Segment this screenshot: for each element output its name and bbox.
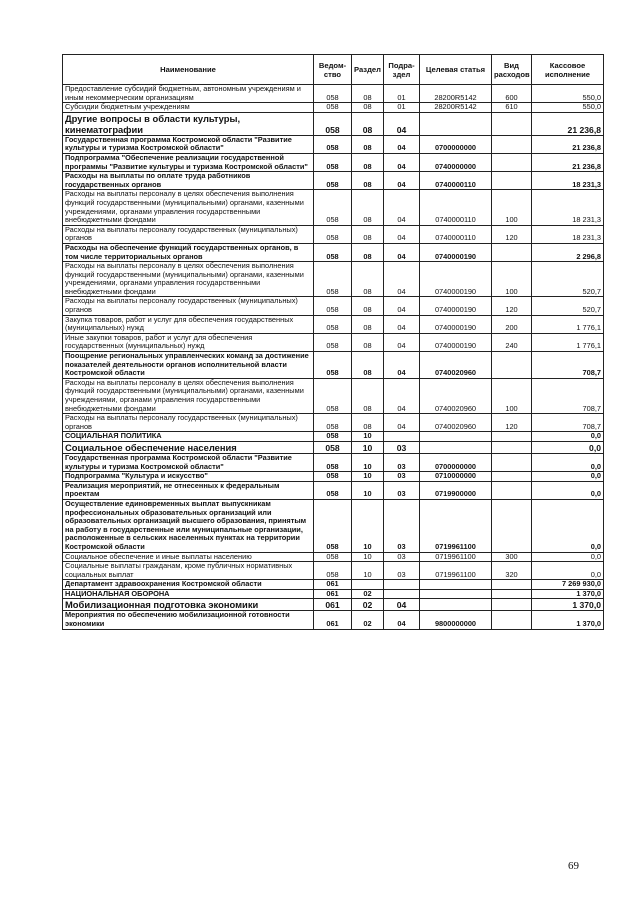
cell-razdel: 10 xyxy=(352,441,384,453)
cell-razdel: 08 xyxy=(352,243,384,261)
cell-amount: 1 370,0 xyxy=(532,589,604,599)
cell-razdel: 08 xyxy=(352,103,384,113)
cell-vid xyxy=(492,453,532,471)
cell-name: Расходы на выплаты персоналу государственных (муниципальных) органов xyxy=(63,297,314,315)
cell-name: Закупка товаров, работ и услуг для обеспечения государственных (муниципальных) нужд xyxy=(63,315,314,333)
cell-podrazdel xyxy=(384,589,420,599)
cell-name: Государственная программа Костромской области "Развитие культуры и туризма Костромской области" xyxy=(63,135,314,153)
cell-razdel: 10 xyxy=(352,432,384,442)
cell-vid: 120 xyxy=(492,225,532,243)
cell-name: Департамент здравоохранения Костромской области xyxy=(63,580,314,590)
cell-statya: 0719900000 xyxy=(420,481,492,499)
cell-statya: 0740000110 xyxy=(420,190,492,225)
cell-vid xyxy=(492,472,532,482)
cell-podrazdel: 03 xyxy=(384,499,420,552)
cell-vedomstvo: 058 xyxy=(314,378,352,413)
cell-amount: 708,7 xyxy=(532,414,604,432)
cell-podrazdel: 04 xyxy=(384,599,420,611)
cell-vid xyxy=(492,589,532,599)
cell-podrazdel: 04 xyxy=(384,297,420,315)
table-row xyxy=(63,297,604,315)
cell-statya: 0740000190 xyxy=(420,262,492,297)
cell-name: Осуществление единовременных выплат выпускникам профессиональных образовательных организаций или образовательных организаций высшего образования, принятым на работу в государственные или муниципальные организации, расположенные в сельских населенных пунктах на территории Костромской области xyxy=(63,499,314,552)
table-header-row xyxy=(63,55,604,85)
cell-statya: 0740000190 xyxy=(420,297,492,315)
cell-statya xyxy=(420,112,492,135)
cell-statya xyxy=(420,432,492,442)
table-row xyxy=(63,190,604,225)
cell-vedomstvo: 058 xyxy=(314,333,352,351)
cell-razdel: 10 xyxy=(352,472,384,482)
budget-table xyxy=(62,54,604,630)
cell-podrazdel: 04 xyxy=(384,333,420,351)
cell-vedomstvo: 058 xyxy=(314,153,352,171)
cell-name: Поощрение региональных управленческих команд за достижение показателей деятельности органов исполнительной власти Костромской области xyxy=(63,352,314,379)
cell-podrazdel: 03 xyxy=(384,453,420,471)
cell-vid xyxy=(492,135,532,153)
table-row xyxy=(63,378,604,413)
cell-razdel: 08 xyxy=(352,315,384,333)
cell-statya xyxy=(420,589,492,599)
cell-vid xyxy=(492,172,532,190)
cell-name: Мобилизационная подготовка экономики xyxy=(63,599,314,611)
table-row xyxy=(63,225,604,243)
cell-statya xyxy=(420,599,492,611)
cell-podrazdel: 04 xyxy=(384,315,420,333)
cell-vedomstvo: 058 xyxy=(314,453,352,471)
cell-amount: 21 236,8 xyxy=(532,112,604,135)
cell-amount: 18 231,3 xyxy=(532,172,604,190)
cell-amount: 708,7 xyxy=(532,378,604,413)
cell-razdel xyxy=(352,580,384,590)
cell-amount: 0,0 xyxy=(532,499,604,552)
cell-amount: 520,7 xyxy=(532,297,604,315)
table-row xyxy=(63,589,604,599)
cell-vedomstvo: 061 xyxy=(314,589,352,599)
cell-razdel: 08 xyxy=(352,135,384,153)
cell-vedomstvo: 058 xyxy=(314,103,352,113)
cell-vid: 100 xyxy=(492,262,532,297)
cell-vedomstvo: 058 xyxy=(314,432,352,442)
cell-podrazdel: 04 xyxy=(384,225,420,243)
cell-amount: 0,0 xyxy=(532,481,604,499)
cell-vid: 120 xyxy=(492,297,532,315)
cell-razdel: 10 xyxy=(352,453,384,471)
table-row xyxy=(63,103,604,113)
cell-razdel: 08 xyxy=(352,333,384,351)
cell-razdel: 08 xyxy=(352,297,384,315)
cell-statya: 0700000000 xyxy=(420,453,492,471)
cell-vid xyxy=(492,153,532,171)
cell-name: СОЦИАЛЬНАЯ ПОЛИТИКА xyxy=(63,432,314,442)
cell-vedomstvo: 058 xyxy=(314,190,352,225)
cell-statya: 0740000110 xyxy=(420,172,492,190)
cell-name: Иные закупки товаров, работ и услуг для обеспечения государственных (муниципальных) нужд xyxy=(63,333,314,351)
cell-name: Социальные выплаты гражданам, кроме публичных нормативных социальных выплат xyxy=(63,562,314,580)
cell-razdel: 02 xyxy=(352,599,384,611)
cell-razdel: 02 xyxy=(352,589,384,599)
cell-name: Государственная программа Костромской области "Развитие культуры и туризма Костромской области" xyxy=(63,453,314,471)
cell-vedomstvo: 058 xyxy=(314,315,352,333)
table-row xyxy=(63,262,604,297)
cell-razdel: 08 xyxy=(352,225,384,243)
cell-vid xyxy=(492,432,532,442)
cell-name: Предоставление субсидий бюджетным, автономным учреждениям и иным некоммерческим организациям xyxy=(63,85,314,103)
cell-name: Расходы на выплаты персоналу в целях обеспечения выполнения функций государственными (муниципальными) органами, казенными учреждениями, органами управления государственными внебюджетными фондами xyxy=(63,262,314,297)
cell-podrazdel: 03 xyxy=(384,441,420,453)
table-row xyxy=(63,441,604,453)
cell-podrazdel xyxy=(384,432,420,442)
cell-amount: 520,7 xyxy=(532,262,604,297)
cell-podrazdel: 04 xyxy=(384,112,420,135)
cell-vedomstvo: 061 xyxy=(314,580,352,590)
cell-podrazdel: 03 xyxy=(384,552,420,562)
cell-podrazdel: 04 xyxy=(384,153,420,171)
cell-vid xyxy=(492,499,532,552)
cell-vid: 600 xyxy=(492,85,532,103)
cell-razdel: 08 xyxy=(352,262,384,297)
cell-amount: 550,0 xyxy=(532,103,604,113)
cell-amount: 18 231,3 xyxy=(532,190,604,225)
cell-podrazdel: 03 xyxy=(384,481,420,499)
cell-statya: 0719961100 xyxy=(420,552,492,562)
table-row xyxy=(63,552,604,562)
cell-statya: 0740000190 xyxy=(420,333,492,351)
cell-statya: 0740000000 xyxy=(420,153,492,171)
cell-statya: 0719961100 xyxy=(420,562,492,580)
cell-podrazdel: 04 xyxy=(384,352,420,379)
cell-vedomstvo: 058 xyxy=(314,225,352,243)
table-row xyxy=(63,352,604,379)
header-amount: Кассовое исполнение xyxy=(532,55,604,85)
cell-statya: 28200R5142 xyxy=(420,103,492,113)
cell-razdel: 10 xyxy=(352,562,384,580)
table-row xyxy=(63,611,604,629)
cell-vedomstvo: 058 xyxy=(314,499,352,552)
table-row xyxy=(63,315,604,333)
cell-statya: 28200R5142 xyxy=(420,85,492,103)
cell-podrazdel: 01 xyxy=(384,85,420,103)
cell-podrazdel: 04 xyxy=(384,190,420,225)
cell-podrazdel: 04 xyxy=(384,135,420,153)
cell-amount: 0,0 xyxy=(532,472,604,482)
cell-statya: 0710000000 xyxy=(420,472,492,482)
cell-amount: 0,0 xyxy=(532,453,604,471)
cell-name: Расходы на выплаты персоналу в целях обеспечения выполнения функций государственными (муниципальными) органами, казенными учреждениями, органами управления государственными внебюджетными фондами xyxy=(63,378,314,413)
cell-razdel: 10 xyxy=(352,499,384,552)
cell-statya: 0740000190 xyxy=(420,243,492,261)
table-row xyxy=(63,472,604,482)
header-razdel: Раздел xyxy=(352,55,384,85)
cell-amount: 1 370,0 xyxy=(532,599,604,611)
cell-amount: 708,7 xyxy=(532,352,604,379)
header-name: Наименование xyxy=(63,55,314,85)
table-row xyxy=(63,333,604,351)
cell-vid xyxy=(492,243,532,261)
cell-vedomstvo: 058 xyxy=(314,552,352,562)
cell-amount: 1 370,0 xyxy=(532,611,604,629)
cell-razdel: 08 xyxy=(352,112,384,135)
cell-razdel: 08 xyxy=(352,85,384,103)
cell-podrazdel: 04 xyxy=(384,262,420,297)
cell-statya: 0740000110 xyxy=(420,225,492,243)
cell-podrazdel: 04 xyxy=(384,243,420,261)
header-vedomstvo: Ведом-ство xyxy=(314,55,352,85)
cell-name: Социальное обеспечение населения xyxy=(63,441,314,453)
cell-razdel: 08 xyxy=(352,190,384,225)
cell-vedomstvo: 058 xyxy=(314,441,352,453)
cell-vid: 120 xyxy=(492,414,532,432)
cell-name: Мероприятия по обеспечению мобилизационной готовности экономики xyxy=(63,611,314,629)
cell-amount: 21 236,8 xyxy=(532,153,604,171)
cell-vedomstvo: 058 xyxy=(314,414,352,432)
cell-razdel: 10 xyxy=(352,552,384,562)
cell-name: Другие вопросы в области культуры, кинематографии xyxy=(63,112,314,135)
cell-vedomstvo: 058 xyxy=(314,243,352,261)
cell-vedomstvo: 058 xyxy=(314,85,352,103)
cell-name: Расходы на выплаты по оплате труда работников государственных органов xyxy=(63,172,314,190)
table-row xyxy=(63,153,604,171)
cell-podrazdel xyxy=(384,580,420,590)
cell-amount: 1 776,1 xyxy=(532,333,604,351)
cell-amount: 2 296,8 xyxy=(532,243,604,261)
cell-vedomstvo: 061 xyxy=(314,611,352,629)
cell-vid: 200 xyxy=(492,315,532,333)
cell-statya xyxy=(420,441,492,453)
cell-vedomstvo: 058 xyxy=(314,472,352,482)
cell-amount: 18 231,3 xyxy=(532,225,604,243)
cell-amount: 21 236,8 xyxy=(532,135,604,153)
cell-podrazdel: 01 xyxy=(384,103,420,113)
cell-vid xyxy=(492,481,532,499)
cell-name: Реализация мероприятий, не отнесенных к федеральным проектам xyxy=(63,481,314,499)
cell-statya: 0740000190 xyxy=(420,315,492,333)
cell-name: Расходы на выплаты персоналу государственных (муниципальных) органов xyxy=(63,225,314,243)
cell-statya: 9800000000 xyxy=(420,611,492,629)
cell-razdel: 08 xyxy=(352,414,384,432)
cell-amount: 0,0 xyxy=(532,552,604,562)
cell-vedomstvo: 058 xyxy=(314,297,352,315)
table-row xyxy=(63,481,604,499)
cell-podrazdel: 03 xyxy=(384,472,420,482)
cell-name: Расходы на выплаты персоналу в целях обеспечения выполнения функций государственными (муниципальными) органами, казенными учреждениями, органами управления государственными внебюджетными фондами xyxy=(63,190,314,225)
table-row xyxy=(63,499,604,552)
cell-name: НАЦИОНАЛЬНАЯ ОБОРОНА xyxy=(63,589,314,599)
cell-statya: 0740020960 xyxy=(420,352,492,379)
cell-vid xyxy=(492,352,532,379)
cell-vedomstvo: 058 xyxy=(314,135,352,153)
table-row xyxy=(63,599,604,611)
table-body xyxy=(63,85,604,630)
cell-razdel: 02 xyxy=(352,611,384,629)
table-row xyxy=(63,580,604,590)
cell-vid: 320 xyxy=(492,562,532,580)
cell-vid: 240 xyxy=(492,333,532,351)
cell-statya: 0740020960 xyxy=(420,414,492,432)
cell-razdel: 08 xyxy=(352,153,384,171)
cell-name: Подпрограмма "Обеспечение реализации государственной программы "Развитие культуры и туризма Костромской области" xyxy=(63,153,314,171)
header-podrazdel: Подра-здел xyxy=(384,55,420,85)
cell-name: Расходы на обеспечение функций государственных органов, в том числе территориальных органов xyxy=(63,243,314,261)
cell-name: Субсидии бюджетным учреждениям xyxy=(63,103,314,113)
cell-vid xyxy=(492,611,532,629)
cell-amount: 1 776,1 xyxy=(532,315,604,333)
cell-statya xyxy=(420,580,492,590)
cell-name: Расходы на выплаты персоналу государственных (муниципальных) органов xyxy=(63,414,314,432)
cell-amount: 0,0 xyxy=(532,562,604,580)
header-statya: Целевая статья xyxy=(420,55,492,85)
table-row xyxy=(63,85,604,103)
header-vid: Вид расходов xyxy=(492,55,532,85)
page-number: 69 xyxy=(568,860,579,872)
table-row xyxy=(63,432,604,442)
table-row xyxy=(63,135,604,153)
cell-amount: 0,0 xyxy=(532,432,604,442)
table-row xyxy=(63,243,604,261)
cell-podrazdel: 04 xyxy=(384,378,420,413)
cell-name: Социальное обеспечение и иные выплаты населению xyxy=(63,552,314,562)
cell-amount: 0,0 xyxy=(532,441,604,453)
cell-razdel: 08 xyxy=(352,172,384,190)
cell-vedomstvo: 058 xyxy=(314,562,352,580)
cell-amount: 7 269 930,0 xyxy=(532,580,604,590)
cell-name: Подпрограмма "Культура и искусство" xyxy=(63,472,314,482)
cell-vid: 100 xyxy=(492,190,532,225)
cell-vedomstvo: 058 xyxy=(314,112,352,135)
cell-podrazdel: 03 xyxy=(384,562,420,580)
cell-vid xyxy=(492,112,532,135)
cell-vedomstvo: 058 xyxy=(314,262,352,297)
cell-razdel: 10 xyxy=(352,481,384,499)
cell-podrazdel: 04 xyxy=(384,611,420,629)
cell-statya: 0740020960 xyxy=(420,378,492,413)
cell-vid: 100 xyxy=(492,378,532,413)
cell-statya: 0700000000 xyxy=(420,135,492,153)
cell-vid xyxy=(492,441,532,453)
cell-vedomstvo: 058 xyxy=(314,481,352,499)
cell-razdel: 08 xyxy=(352,352,384,379)
table-row xyxy=(63,414,604,432)
cell-statya: 0719961100 xyxy=(420,499,492,552)
table-row xyxy=(63,453,604,471)
table-row xyxy=(63,562,604,580)
cell-vid: 300 xyxy=(492,552,532,562)
cell-vedomstvo: 058 xyxy=(314,172,352,190)
table-row xyxy=(63,112,604,135)
cell-vid xyxy=(492,599,532,611)
cell-podrazdel: 04 xyxy=(384,414,420,432)
cell-amount: 550,0 xyxy=(532,85,604,103)
cell-vedomstvo: 061 xyxy=(314,599,352,611)
cell-vid xyxy=(492,580,532,590)
table-row xyxy=(63,172,604,190)
cell-vid: 610 xyxy=(492,103,532,113)
cell-razdel: 08 xyxy=(352,378,384,413)
cell-podrazdel: 04 xyxy=(384,172,420,190)
cell-vedomstvo: 058 xyxy=(314,352,352,379)
